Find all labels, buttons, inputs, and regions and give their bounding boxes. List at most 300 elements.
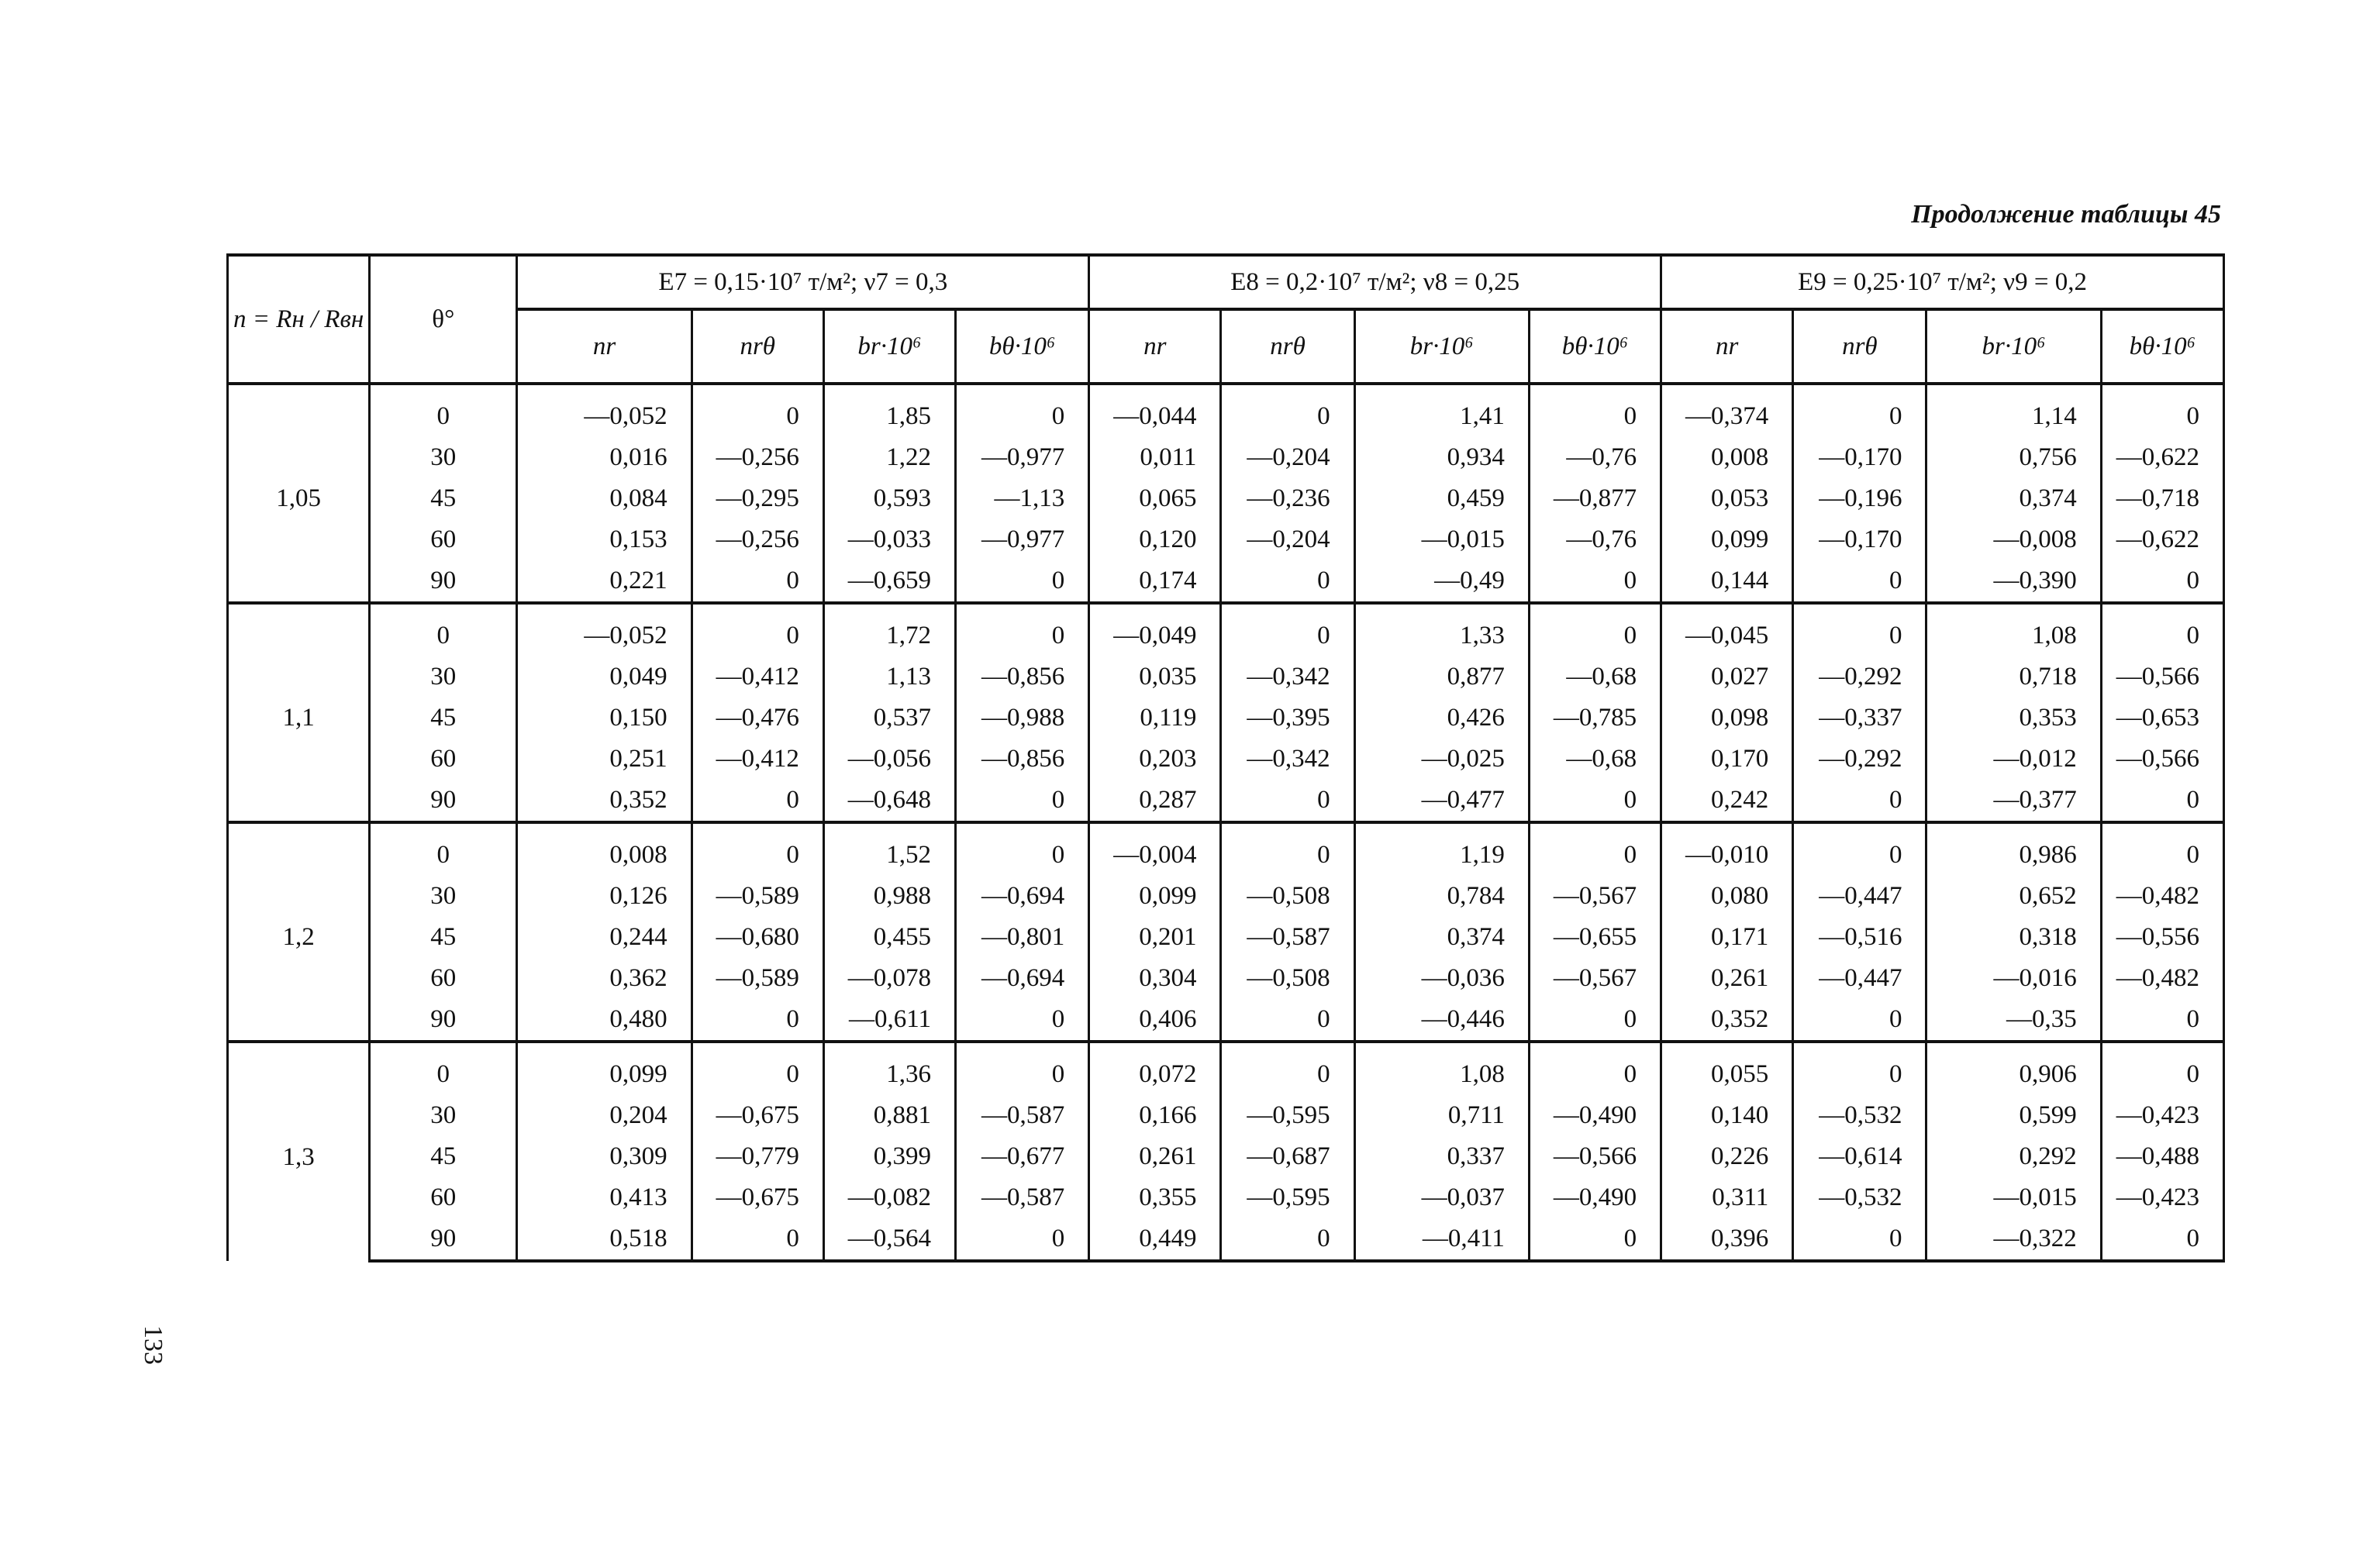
value-cell: 0,244: [517, 917, 692, 958]
value-cell: —0,044: [1089, 396, 1221, 437]
value-cell: 0,065: [1089, 478, 1221, 519]
value-cell: —0,655: [1529, 917, 1661, 958]
theta-column-header: θ°: [370, 255, 517, 384]
value-cell: 0,126: [517, 876, 692, 917]
value-cell: 0: [692, 999, 823, 1042]
value-cell: 0,718: [1926, 656, 2101, 698]
value-cell: 0: [1529, 560, 1661, 603]
value-cell: —0,196: [1793, 478, 1926, 519]
value-cell: —0,374: [1661, 396, 1793, 437]
theta-cell: 30: [370, 876, 517, 917]
value-cell: 0: [1793, 396, 1926, 437]
subcolumn-header: bθ·10⁶: [1529, 309, 1661, 384]
subcolumn-header: nrθ: [1793, 309, 1926, 384]
value-cell: 0: [692, 615, 823, 656]
value-cell: —0,566: [2101, 656, 2223, 698]
table-row: [228, 1218, 2224, 1261]
value-cell: —0,648: [823, 780, 955, 822]
value-cell: 0: [2101, 780, 2223, 822]
value-cell: 0,599: [1926, 1095, 2101, 1136]
n-value-cell: 1,05: [228, 396, 370, 603]
value-cell: 0,399: [823, 1136, 955, 1177]
value-cell: 1,22: [823, 437, 955, 478]
value-cell: 0: [692, 780, 823, 822]
value-cell: 0,374: [1354, 917, 1529, 958]
value-cell: 0: [1221, 835, 1354, 876]
value-cell: —0,508: [1221, 958, 1354, 999]
value-cell: 0,459: [1354, 478, 1529, 519]
value-cell: 1,33: [1354, 615, 1529, 656]
theta-cell: 45: [370, 917, 517, 958]
value-cell: 0,035: [1089, 656, 1221, 698]
value-cell: 0: [1793, 1054, 1926, 1095]
value-cell: —0,694: [956, 958, 1089, 999]
value-cell: 0,353: [1926, 698, 2101, 739]
value-cell: 0: [692, 1054, 823, 1095]
theta-cell: 45: [370, 698, 517, 739]
value-cell: 0,140: [1661, 1095, 1793, 1136]
value-cell: 0,906: [1926, 1054, 2101, 1095]
value-cell: 0: [1221, 396, 1354, 437]
value-cell: —0,567: [1529, 958, 1661, 999]
value-cell: 0: [1793, 560, 1926, 603]
theta-cell: 90: [370, 1218, 517, 1261]
group-header-e9: E9 = 0,25·10⁷ т/м²; ν9 = 0,2: [1661, 255, 2224, 309]
value-cell: —0,015: [1926, 1177, 2101, 1218]
value-cell: —0,801: [956, 917, 1089, 958]
table-row: [228, 478, 2224, 519]
value-cell: 0,008: [1661, 437, 1793, 478]
value-cell: 1,08: [1354, 1054, 1529, 1095]
value-cell: 0,120: [1089, 519, 1221, 560]
theta-cell: 30: [370, 656, 517, 698]
value-cell: 0: [1793, 615, 1926, 656]
value-cell: 0,449: [1089, 1218, 1221, 1261]
value-cell: 0,426: [1354, 698, 1529, 739]
value-cell: —0,587: [1221, 917, 1354, 958]
value-cell: —0,025: [1354, 739, 1529, 780]
subcolumn-header: nr: [1661, 309, 1793, 384]
value-cell: 0,406: [1089, 999, 1221, 1042]
group-header-e8: E8 = 0,2·10⁷ т/м²; ν8 = 0,25: [1089, 255, 1661, 309]
value-cell: —0,342: [1221, 739, 1354, 780]
value-cell: 0,374: [1926, 478, 2101, 519]
value-cell: —0,595: [1221, 1095, 1354, 1136]
subcolumn-header: bθ·10⁶: [956, 309, 1089, 384]
value-cell: —0,76: [1529, 437, 1661, 478]
value-cell: 0,221: [517, 560, 692, 603]
value-cell: 0,292: [1926, 1136, 2101, 1177]
value-cell: 0,166: [1089, 1095, 1221, 1136]
value-cell: —0,490: [1529, 1095, 1661, 1136]
value-cell: —0,015: [1354, 519, 1529, 560]
value-cell: 0: [1221, 615, 1354, 656]
value-cell: 1,08: [1926, 615, 2101, 656]
value-cell: 1,41: [1354, 396, 1529, 437]
value-cell: —0,423: [2101, 1177, 2223, 1218]
value-cell: 0: [1793, 999, 1926, 1042]
value-cell: 0,201: [1089, 917, 1221, 958]
theta-cell: 60: [370, 1177, 517, 1218]
value-cell: —0,564: [823, 1218, 955, 1261]
value-cell: —0,988: [956, 698, 1089, 739]
value-cell: —0,589: [692, 876, 823, 917]
subcolumn-header: nrθ: [692, 309, 823, 384]
value-cell: 0,311: [1661, 1177, 1793, 1218]
value-cell: 0,352: [517, 780, 692, 822]
value-cell: 0: [956, 999, 1089, 1042]
value-cell: —0,423: [2101, 1095, 2223, 1136]
value-cell: 0,204: [517, 1095, 692, 1136]
value-cell: 0,318: [1926, 917, 2101, 958]
value-cell: —0,056: [823, 739, 955, 780]
theta-cell: 60: [370, 739, 517, 780]
value-cell: 0: [1793, 835, 1926, 876]
value-cell: —0,004: [1089, 835, 1221, 876]
table-row: [228, 437, 2224, 478]
value-cell: 0,080: [1661, 876, 1793, 917]
value-cell: 0,027: [1661, 656, 1793, 698]
n-value-cell: 1,3: [228, 1054, 370, 1261]
table-row: [228, 876, 2224, 917]
value-cell: —0,204: [1221, 519, 1354, 560]
value-cell: 0,711: [1354, 1095, 1529, 1136]
value-cell: 0: [1221, 780, 1354, 822]
page-number: 133: [139, 1325, 167, 1365]
value-cell: —0,856: [956, 739, 1089, 780]
value-cell: —0,587: [956, 1095, 1089, 1136]
n-column-header: n = Rн / Rвн: [228, 255, 370, 384]
value-cell: —0,082: [823, 1177, 955, 1218]
value-cell: 0: [1221, 1218, 1354, 1261]
value-cell: —0,476: [692, 698, 823, 739]
value-cell: 0,098: [1661, 698, 1793, 739]
value-cell: —0,446: [1354, 999, 1529, 1042]
value-cell: 0,480: [517, 999, 692, 1042]
theta-cell: 30: [370, 437, 517, 478]
value-cell: —0,078: [823, 958, 955, 999]
value-cell: —0,516: [1793, 917, 1926, 958]
value-cell: —0,447: [1793, 876, 1926, 917]
value-cell: —0,337: [1793, 698, 1926, 739]
theta-cell: 45: [370, 1136, 517, 1177]
value-cell: 0: [1529, 1218, 1661, 1261]
value-cell: —0,718: [2101, 478, 2223, 519]
value-cell: 0: [1793, 780, 1926, 822]
subcolumn-header: nr: [517, 309, 692, 384]
value-cell: —0,170: [1793, 519, 1926, 560]
value-cell: —0,977: [956, 519, 1089, 560]
value-cell: —0,614: [1793, 1136, 1926, 1177]
theta-cell: 0: [370, 835, 517, 876]
value-cell: 0,362: [517, 958, 692, 999]
value-cell: —0,76: [1529, 519, 1661, 560]
value-cell: 0,756: [1926, 437, 2101, 478]
value-cell: 0,008: [517, 835, 692, 876]
subcolumn-header: bθ·10⁶: [2101, 309, 2223, 384]
subcolumn-header: nrθ: [1221, 309, 1354, 384]
table-row: [228, 958, 2224, 999]
value-cell: 0,455: [823, 917, 955, 958]
n-group: [228, 822, 2224, 1042]
value-cell: —0,675: [692, 1095, 823, 1136]
table-row: [228, 1054, 2224, 1095]
value-cell: —0,694: [956, 876, 1089, 917]
value-cell: 0,053: [1661, 478, 1793, 519]
data-table: [226, 253, 2225, 1262]
theta-cell: 0: [370, 1054, 517, 1095]
value-cell: —0,412: [692, 656, 823, 698]
value-cell: 0,881: [823, 1095, 955, 1136]
value-cell: 0,251: [517, 739, 692, 780]
value-cell: 0: [1793, 1218, 1926, 1261]
value-cell: 0: [2101, 1218, 2223, 1261]
value-cell: —0,008: [1926, 519, 2101, 560]
value-cell: —0,170: [1793, 437, 1926, 478]
value-cell: —0,236: [1221, 478, 1354, 519]
value-cell: —0,052: [517, 615, 692, 656]
table-row: [228, 560, 2224, 603]
table-row: [228, 519, 2224, 560]
value-cell: 0: [1529, 1054, 1661, 1095]
value-cell: 0,309: [517, 1136, 692, 1177]
theta-cell: 90: [370, 560, 517, 603]
value-cell: —0,033: [823, 519, 955, 560]
value-cell: 0: [956, 835, 1089, 876]
value-cell: 0,174: [1089, 560, 1221, 603]
value-cell: 0,352: [1661, 999, 1793, 1042]
value-cell: —0,256: [692, 437, 823, 478]
value-cell: 0,144: [1661, 560, 1793, 603]
value-cell: 0: [2101, 560, 2223, 603]
value-cell: 0: [2101, 835, 2223, 876]
value-cell: 0,304: [1089, 958, 1221, 999]
table-row: [228, 396, 2224, 437]
n-group: [228, 384, 2224, 603]
n-value-cell: 1,1: [228, 615, 370, 822]
table-row: [228, 698, 2224, 739]
value-cell: —0,204: [1221, 437, 1354, 478]
table-row: [228, 780, 2224, 822]
theta-cell: 30: [370, 1095, 517, 1136]
n-group: [228, 603, 2224, 822]
value-cell: —0,412: [692, 739, 823, 780]
value-cell: 1,13: [823, 656, 955, 698]
theta-cell: 60: [370, 958, 517, 999]
value-cell: —0,292: [1793, 656, 1926, 698]
subcolumn-header: br·10⁶: [823, 309, 955, 384]
value-cell: 0,518: [517, 1218, 692, 1261]
value-cell: —0,566: [1529, 1136, 1661, 1177]
value-cell: —0,256: [692, 519, 823, 560]
value-cell: —0,653: [2101, 698, 2223, 739]
subcolumn-header: br·10⁶: [1926, 309, 2101, 384]
subcolumn-header: br·10⁶: [1354, 309, 1529, 384]
value-cell: 0,337: [1354, 1136, 1529, 1177]
value-cell: —0,680: [692, 917, 823, 958]
n-group: [228, 1042, 2224, 1261]
value-cell: —0,622: [2101, 519, 2223, 560]
value-cell: 0: [1529, 615, 1661, 656]
value-cell: —0,490: [1529, 1177, 1661, 1218]
value-cell: —0,037: [1354, 1177, 1529, 1218]
table-row: [228, 656, 2224, 698]
value-cell: —0,482: [2101, 876, 2223, 917]
value-cell: —0,785: [1529, 698, 1661, 739]
value-cell: —0,977: [956, 437, 1089, 478]
table-row: [228, 917, 2224, 958]
value-cell: 0: [2101, 1054, 2223, 1095]
value-cell: —0,532: [1793, 1177, 1926, 1218]
value-cell: 0,226: [1661, 1136, 1793, 1177]
value-cell: 0: [1529, 780, 1661, 822]
value-cell: —0,036: [1354, 958, 1529, 999]
value-cell: —0,35: [1926, 999, 2101, 1042]
value-cell: 0,877: [1354, 656, 1529, 698]
value-cell: 0,261: [1089, 1136, 1221, 1177]
value-cell: —0,68: [1529, 656, 1661, 698]
value-cell: —0,856: [956, 656, 1089, 698]
value-cell: —0,342: [1221, 656, 1354, 698]
value-cell: 0,099: [517, 1054, 692, 1095]
value-cell: —0,377: [1926, 780, 2101, 822]
table-row: [228, 1095, 2224, 1136]
value-cell: —0,622: [2101, 437, 2223, 478]
value-cell: —0,532: [1793, 1095, 1926, 1136]
table-row: [228, 1136, 2224, 1177]
value-cell: —0,49: [1354, 560, 1529, 603]
value-cell: 0: [2101, 396, 2223, 437]
value-cell: 0,355: [1089, 1177, 1221, 1218]
value-cell: —0,295: [692, 478, 823, 519]
value-cell: 0: [1529, 396, 1661, 437]
value-cell: —0,395: [1221, 698, 1354, 739]
value-cell: —0,68: [1529, 739, 1661, 780]
value-cell: —0,482: [2101, 958, 2223, 999]
value-cell: 0,593: [823, 478, 955, 519]
value-cell: 0: [692, 1218, 823, 1261]
value-cell: —0,292: [1793, 739, 1926, 780]
value-cell: 0,396: [1661, 1218, 1793, 1261]
value-cell: 0,242: [1661, 780, 1793, 822]
value-cell: 0: [1221, 560, 1354, 603]
value-cell: 0: [1529, 835, 1661, 876]
theta-cell: 60: [370, 519, 517, 560]
value-cell: —0,687: [1221, 1136, 1354, 1177]
value-cell: —0,010: [1661, 835, 1793, 876]
theta-cell: 45: [370, 478, 517, 519]
value-cell: —0,779: [692, 1136, 823, 1177]
value-cell: 1,85: [823, 396, 955, 437]
value-cell: 0: [956, 615, 1089, 656]
table-row: [228, 835, 2224, 876]
value-cell: 0,170: [1661, 739, 1793, 780]
value-cell: —0,877: [1529, 478, 1661, 519]
value-cell: 0: [692, 835, 823, 876]
value-cell: —0,508: [1221, 876, 1354, 917]
table-row: [228, 739, 2224, 780]
subcolumn-header: nr: [1089, 309, 1221, 384]
value-cell: 0,934: [1354, 437, 1529, 478]
value-cell: —0,411: [1354, 1218, 1529, 1261]
value-cell: 1,36: [823, 1054, 955, 1095]
value-cell: 0: [956, 560, 1089, 603]
value-cell: —0,045: [1661, 615, 1793, 656]
value-cell: 0,784: [1354, 876, 1529, 917]
value-cell: 0: [956, 780, 1089, 822]
value-cell: —0,587: [956, 1177, 1089, 1218]
value-cell: —0,016: [1926, 958, 2101, 999]
value-cell: 0,537: [823, 698, 955, 739]
value-cell: 0,203: [1089, 739, 1221, 780]
value-cell: 0: [956, 396, 1089, 437]
value-cell: 0,171: [1661, 917, 1793, 958]
value-cell: —0,556: [2101, 917, 2223, 958]
value-cell: 0: [956, 1054, 1089, 1095]
table-row: [228, 1177, 2224, 1218]
value-cell: —0,677: [956, 1136, 1089, 1177]
theta-cell: 90: [370, 999, 517, 1042]
value-cell: —0,488: [2101, 1136, 2223, 1177]
value-cell: —0,675: [692, 1177, 823, 1218]
value-cell: —0,049: [1089, 615, 1221, 656]
value-cell: 0: [1529, 999, 1661, 1042]
value-cell: 0,153: [517, 519, 692, 560]
value-cell: —0,589: [692, 958, 823, 999]
value-cell: 1,14: [1926, 396, 2101, 437]
value-cell: 1,72: [823, 615, 955, 656]
value-cell: 0,652: [1926, 876, 2101, 917]
value-cell: —0,595: [1221, 1177, 1354, 1218]
value-cell: —0,052: [517, 396, 692, 437]
value-cell: 0,011: [1089, 437, 1221, 478]
value-cell: 0,072: [1089, 1054, 1221, 1095]
value-cell: 0,150: [517, 698, 692, 739]
value-cell: —0,012: [1926, 739, 2101, 780]
value-cell: —0,447: [1793, 958, 1926, 999]
value-cell: 1,19: [1354, 835, 1529, 876]
value-cell: —0,566: [2101, 739, 2223, 780]
value-cell: 0: [692, 396, 823, 437]
value-cell: 0,049: [517, 656, 692, 698]
value-cell: 0: [1221, 1054, 1354, 1095]
value-cell: 0,261: [1661, 958, 1793, 999]
theta-cell: 90: [370, 780, 517, 822]
value-cell: 0: [2101, 615, 2223, 656]
group-header-e7: E7 = 0,15·10⁷ т/м²; ν7 = 0,3: [517, 255, 1089, 309]
table-row: [228, 999, 2224, 1042]
value-cell: 0: [692, 560, 823, 603]
value-cell: —1,13: [956, 478, 1089, 519]
table-row: [228, 615, 2224, 656]
value-cell: —0,611: [823, 999, 955, 1042]
value-cell: 0,988: [823, 876, 955, 917]
value-cell: 0,099: [1661, 519, 1793, 560]
value-cell: 0,016: [517, 437, 692, 478]
value-cell: 0: [1221, 999, 1354, 1042]
value-cell: 0,287: [1089, 780, 1221, 822]
value-cell: —0,390: [1926, 560, 2101, 603]
value-cell: 0,099: [1089, 876, 1221, 917]
value-cell: 1,52: [823, 835, 955, 876]
value-cell: 0,084: [517, 478, 692, 519]
value-cell: 0: [2101, 999, 2223, 1042]
value-cell: 0,986: [1926, 835, 2101, 876]
value-cell: 0: [956, 1218, 1089, 1261]
value-cell: —0,567: [1529, 876, 1661, 917]
value-cell: 0,413: [517, 1177, 692, 1218]
theta-cell: 0: [370, 615, 517, 656]
